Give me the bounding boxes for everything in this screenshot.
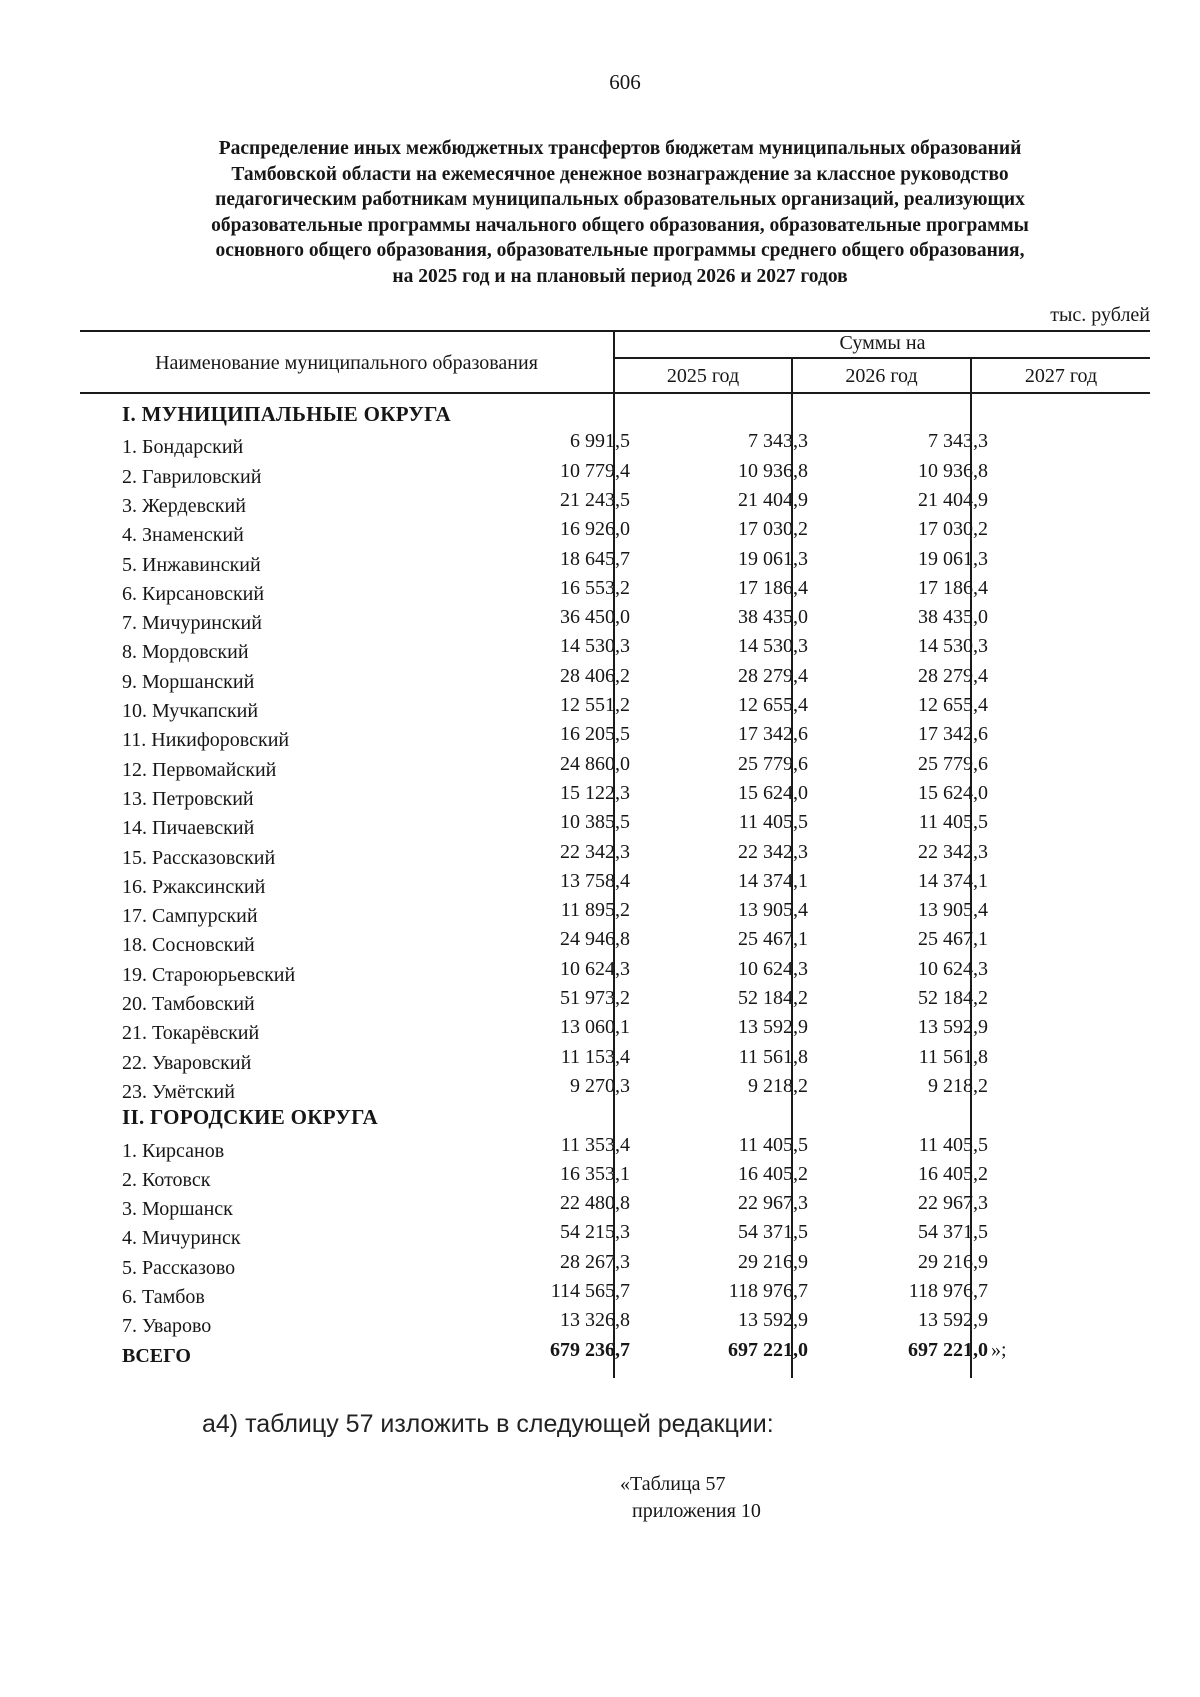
value-2027: 10 936,8 (918, 459, 988, 482)
value-2025: 9 270,3 (570, 1074, 630, 1097)
table-row (80, 958, 1150, 987)
section-header (80, 1104, 1150, 1133)
row-name: 11. Никифоровский (122, 729, 290, 752)
table-row (80, 899, 1150, 928)
row-name: 21. Токарёвский (122, 1022, 260, 1045)
value-2025: 13 060,1 (560, 1016, 630, 1039)
value-2026: 12 655,4 (738, 694, 808, 716)
value-2027: 14 374,1 (918, 869, 988, 892)
table-row (80, 1221, 1150, 1250)
table-row (80, 987, 1150, 1016)
value-2026: 28 279,4 (738, 664, 808, 687)
row-name: 5. Рассказово (122, 1256, 236, 1279)
table-row (80, 694, 1150, 723)
value-2025: 21 243,5 (560, 488, 630, 511)
value-2025: 6 991,5 (570, 430, 630, 453)
value-2025: 114 565,7 (550, 1280, 630, 1302)
value-2026: 118 976,7 (728, 1280, 808, 1302)
value-2027: 28 279,4 (918, 664, 988, 687)
value-2027: 13 905,4 (918, 899, 988, 922)
table-row (80, 1251, 1150, 1280)
value-2025: 24 860,0 (560, 752, 630, 775)
value-2025: 10 385,5 (560, 811, 630, 834)
title-line: на 2025 год и на плановый период 2026 и 2027 годов (392, 265, 848, 287)
value-2027: 13 592,9 (918, 1309, 988, 1332)
value-2027: 12 655,4 (918, 694, 988, 716)
table-row (80, 635, 1150, 664)
distribution-table (80, 330, 1150, 1378)
title-line: Распределение иных межбюджетных трансфертов бюджетам муниципальных образований (218, 138, 1022, 159)
value-2027: 22 967,3 (918, 1192, 988, 1215)
value-2025: 11 353,4 (560, 1133, 630, 1156)
row-name: 1. Бондарский (122, 436, 244, 459)
row-name: 4. Мичуринск (122, 1227, 241, 1250)
value-2026: 14 530,3 (738, 635, 808, 658)
table-reference-line: приложения 10 (632, 1500, 761, 1522)
units-label: тыс. рублей (1050, 304, 1150, 326)
group-header-rule (613, 357, 1150, 359)
value-2025: 10 779,4 (560, 459, 630, 482)
value-2025: 11 895,2 (560, 899, 630, 922)
value-2027: 7 343,3 (928, 430, 988, 453)
value-2025: 10 624,3 (560, 957, 630, 980)
value-2026: 13 905,4 (738, 899, 808, 922)
row-name: 10. Мучкапский (122, 700, 259, 722)
value-2025: 22 342,3 (560, 840, 630, 863)
document-title (120, 136, 1120, 289)
value-2025: 679 236,7 (550, 1338, 630, 1361)
value-2026: 38 435,0 (738, 606, 808, 629)
row-name: 2. Гавриловский (122, 465, 262, 488)
table-row (80, 489, 1150, 518)
value-2025: 16 926,0 (560, 518, 630, 541)
header-year-2025: 2025 год (666, 365, 740, 387)
value-2025: 24 946,8 (560, 928, 630, 951)
row-name: 23. Умётский (122, 1080, 235, 1103)
value-2026: 19 061,3 (738, 547, 808, 570)
value-2027: 54 371,5 (918, 1221, 988, 1244)
value-2027: 21 404,9 (918, 488, 988, 511)
header-year-2026: 2026 год (845, 365, 918, 387)
value-2026: 52 184,2 (738, 987, 808, 1009)
table-row (80, 1016, 1150, 1045)
row-name: 22. Уваровский (122, 1051, 252, 1074)
value-2027: 17 342,6 (918, 723, 988, 746)
table-row (80, 548, 1150, 577)
value-2027: 9 218,2 (928, 1074, 988, 1097)
row-name: 14. Пичаевский (122, 817, 255, 840)
value-2025: 51 973,2 (560, 987, 630, 1009)
value-2025: 15 122,3 (560, 781, 630, 804)
value-2026: 25 467,1 (738, 928, 808, 951)
value-2027: 11 405,5 (918, 811, 988, 834)
value-2026: 25 779,6 (738, 752, 808, 775)
row-name: 2. Котовск (122, 1168, 211, 1191)
header-year-2027: 2027 год (1024, 365, 1098, 387)
value-2026: 17 342,6 (738, 723, 808, 746)
table-row (80, 1163, 1150, 1192)
value-2027: 19 061,3 (918, 547, 988, 570)
row-name: 6. Тамбов (122, 1286, 205, 1308)
value-2027: 25 779,6 (918, 752, 988, 775)
value-2025: 14 530,3 (560, 635, 630, 658)
value-2027: 15 624,0 (918, 781, 988, 804)
row-name: 20. Тамбовский (122, 993, 255, 1015)
row-name: 17. Сампурский (122, 905, 258, 928)
value-2025: 28 406,2 (560, 664, 630, 687)
row-name: 16. Ржаксинский (122, 875, 266, 898)
table-row (80, 928, 1150, 957)
table-row (80, 1192, 1150, 1221)
value-2025: 22 480,8 (560, 1192, 630, 1215)
value-2027: 11 405,5 (918, 1133, 988, 1156)
closing-quote: »; (991, 1338, 1007, 1361)
value-2027: 17 186,4 (918, 576, 988, 599)
value-2026: 13 592,9 (738, 1309, 808, 1332)
value-2026: 13 592,9 (738, 1016, 808, 1039)
table-row (80, 841, 1150, 870)
table-row (80, 1046, 1150, 1075)
value-2025: 16 353,1 (560, 1162, 630, 1185)
table-row (80, 518, 1150, 547)
value-2025: 16 553,2 (560, 576, 630, 599)
value-2027: 13 592,9 (918, 1016, 988, 1039)
value-2025: 28 267,3 (560, 1250, 630, 1273)
value-2026: 17 186,4 (738, 576, 808, 599)
row-name: 3. Моршанск (122, 1198, 233, 1221)
value-2026: 17 030,2 (738, 518, 808, 541)
title-line: педагогическим работникам муниципальных образовательных организаций, реализующих (215, 189, 1025, 210)
value-2025: 11 153,4 (560, 1045, 630, 1068)
value-2025: 18 645,7 (560, 547, 630, 570)
row-name: 5. Инжавинский (122, 553, 261, 576)
title-line: образовательные программы начального общего образования, образовательные программы (211, 214, 1029, 236)
table-row (80, 1280, 1150, 1309)
value-2026: 11 405,5 (738, 1133, 808, 1156)
row-name: 8. Мордовский (122, 641, 249, 664)
row-name: 9. Моршанский (122, 670, 255, 693)
page-number: 606 (609, 70, 641, 94)
total-row (80, 1339, 1150, 1368)
value-2027: 10 624,3 (918, 957, 988, 980)
table-reference-line: «Таблица 57 (620, 1473, 726, 1495)
value-2025: 54 215,3 (560, 1221, 630, 1244)
row-name: 7. Мичуринский (122, 612, 262, 635)
value-2026: 15 624,0 (738, 781, 808, 804)
table-row (80, 665, 1150, 694)
row-name: 6. Кирсановский (122, 582, 265, 605)
section-title: I. МУНИЦИПАЛЬНЫЕ ОКРУГА (122, 402, 451, 426)
value-2026: 697 221,0 (728, 1338, 808, 1361)
header-name-column: Наименование муниципального образования (155, 352, 538, 374)
row-name: 18. Сосновский (122, 934, 255, 957)
title-line: Тамбовской области на ежемесячное денежное вознаграждение за классное руководство (231, 163, 1009, 185)
value-2025: 16 205,5 (560, 723, 630, 746)
value-2026: 22 967,3 (738, 1192, 808, 1215)
table-row (80, 782, 1150, 811)
value-2026: 22 342,3 (738, 840, 808, 863)
value-2027: 52 184,2 (918, 987, 988, 1009)
table-row (80, 430, 1150, 459)
title-line: основного общего образования, образовательные программы среднего общего образования, (215, 240, 1025, 261)
value-2027: 29 216,9 (918, 1250, 988, 1273)
value-2026: 21 404,9 (738, 488, 808, 511)
value-2025: 13 326,8 (560, 1309, 630, 1332)
table-row (80, 1309, 1150, 1338)
table-reference (620, 1471, 761, 1525)
table-row (80, 606, 1150, 635)
value-2026: 11 561,8 (738, 1045, 808, 1068)
row-name: 15. Рассказовский (122, 846, 276, 869)
header-bottom-rule (80, 392, 1150, 394)
row-name: ВСЕГО (122, 1344, 191, 1367)
value-2025: 36 450,0 (560, 606, 630, 629)
value-2025: 13 758,4 (560, 869, 630, 892)
value-2027: 16 405,2 (918, 1162, 988, 1185)
table-row (80, 460, 1150, 489)
value-2027: 118 976,7 (908, 1280, 988, 1302)
value-2027: 38 435,0 (918, 606, 988, 629)
table-row (80, 811, 1150, 840)
value-2027: 25 467,1 (918, 928, 988, 951)
value-2027: 17 030,2 (918, 518, 988, 541)
value-2026: 16 405,2 (738, 1162, 808, 1185)
value-2026: 54 371,5 (738, 1221, 808, 1244)
table-row (80, 577, 1150, 606)
row-name: 3. Жердевский (122, 494, 246, 517)
value-2027: 11 561,8 (918, 1045, 988, 1068)
row-name: 19. Староюрьевский (122, 963, 296, 986)
table-row (80, 870, 1150, 899)
amendment-text: а4) таблицу 57 изложить в следующей редакции: (202, 1410, 774, 1438)
section-header (80, 401, 1150, 430)
row-name: 1. Кирсанов (122, 1139, 225, 1162)
section-title: II. ГОРОДСКИЕ ОКРУГА (122, 1105, 378, 1130)
row-name: 12. Первомайский (122, 758, 277, 781)
value-2026: 29 216,9 (738, 1250, 808, 1273)
value-2027: 22 342,3 (918, 840, 988, 863)
header-sums-group: Суммы на (839, 332, 926, 354)
value-2026: 11 405,5 (738, 811, 808, 834)
value-2027: 697 221,0 (908, 1338, 988, 1361)
value-2027: 14 530,3 (918, 635, 988, 658)
table-row (80, 1075, 1150, 1104)
value-2026: 14 374,1 (738, 869, 808, 892)
row-name: 4. Знаменский (122, 524, 244, 547)
value-2026: 7 343,3 (748, 430, 808, 453)
value-2026: 10 936,8 (738, 459, 808, 482)
value-2026: 9 218,2 (748, 1074, 808, 1097)
value-2026: 10 624,3 (738, 957, 808, 980)
row-name: 7. Уварово (122, 1315, 212, 1338)
value-2025: 12 551,2 (560, 694, 630, 716)
table-row (80, 1134, 1150, 1163)
row-name: 13. Петровский (122, 787, 254, 810)
table-row (80, 723, 1150, 752)
table-row (80, 753, 1150, 782)
